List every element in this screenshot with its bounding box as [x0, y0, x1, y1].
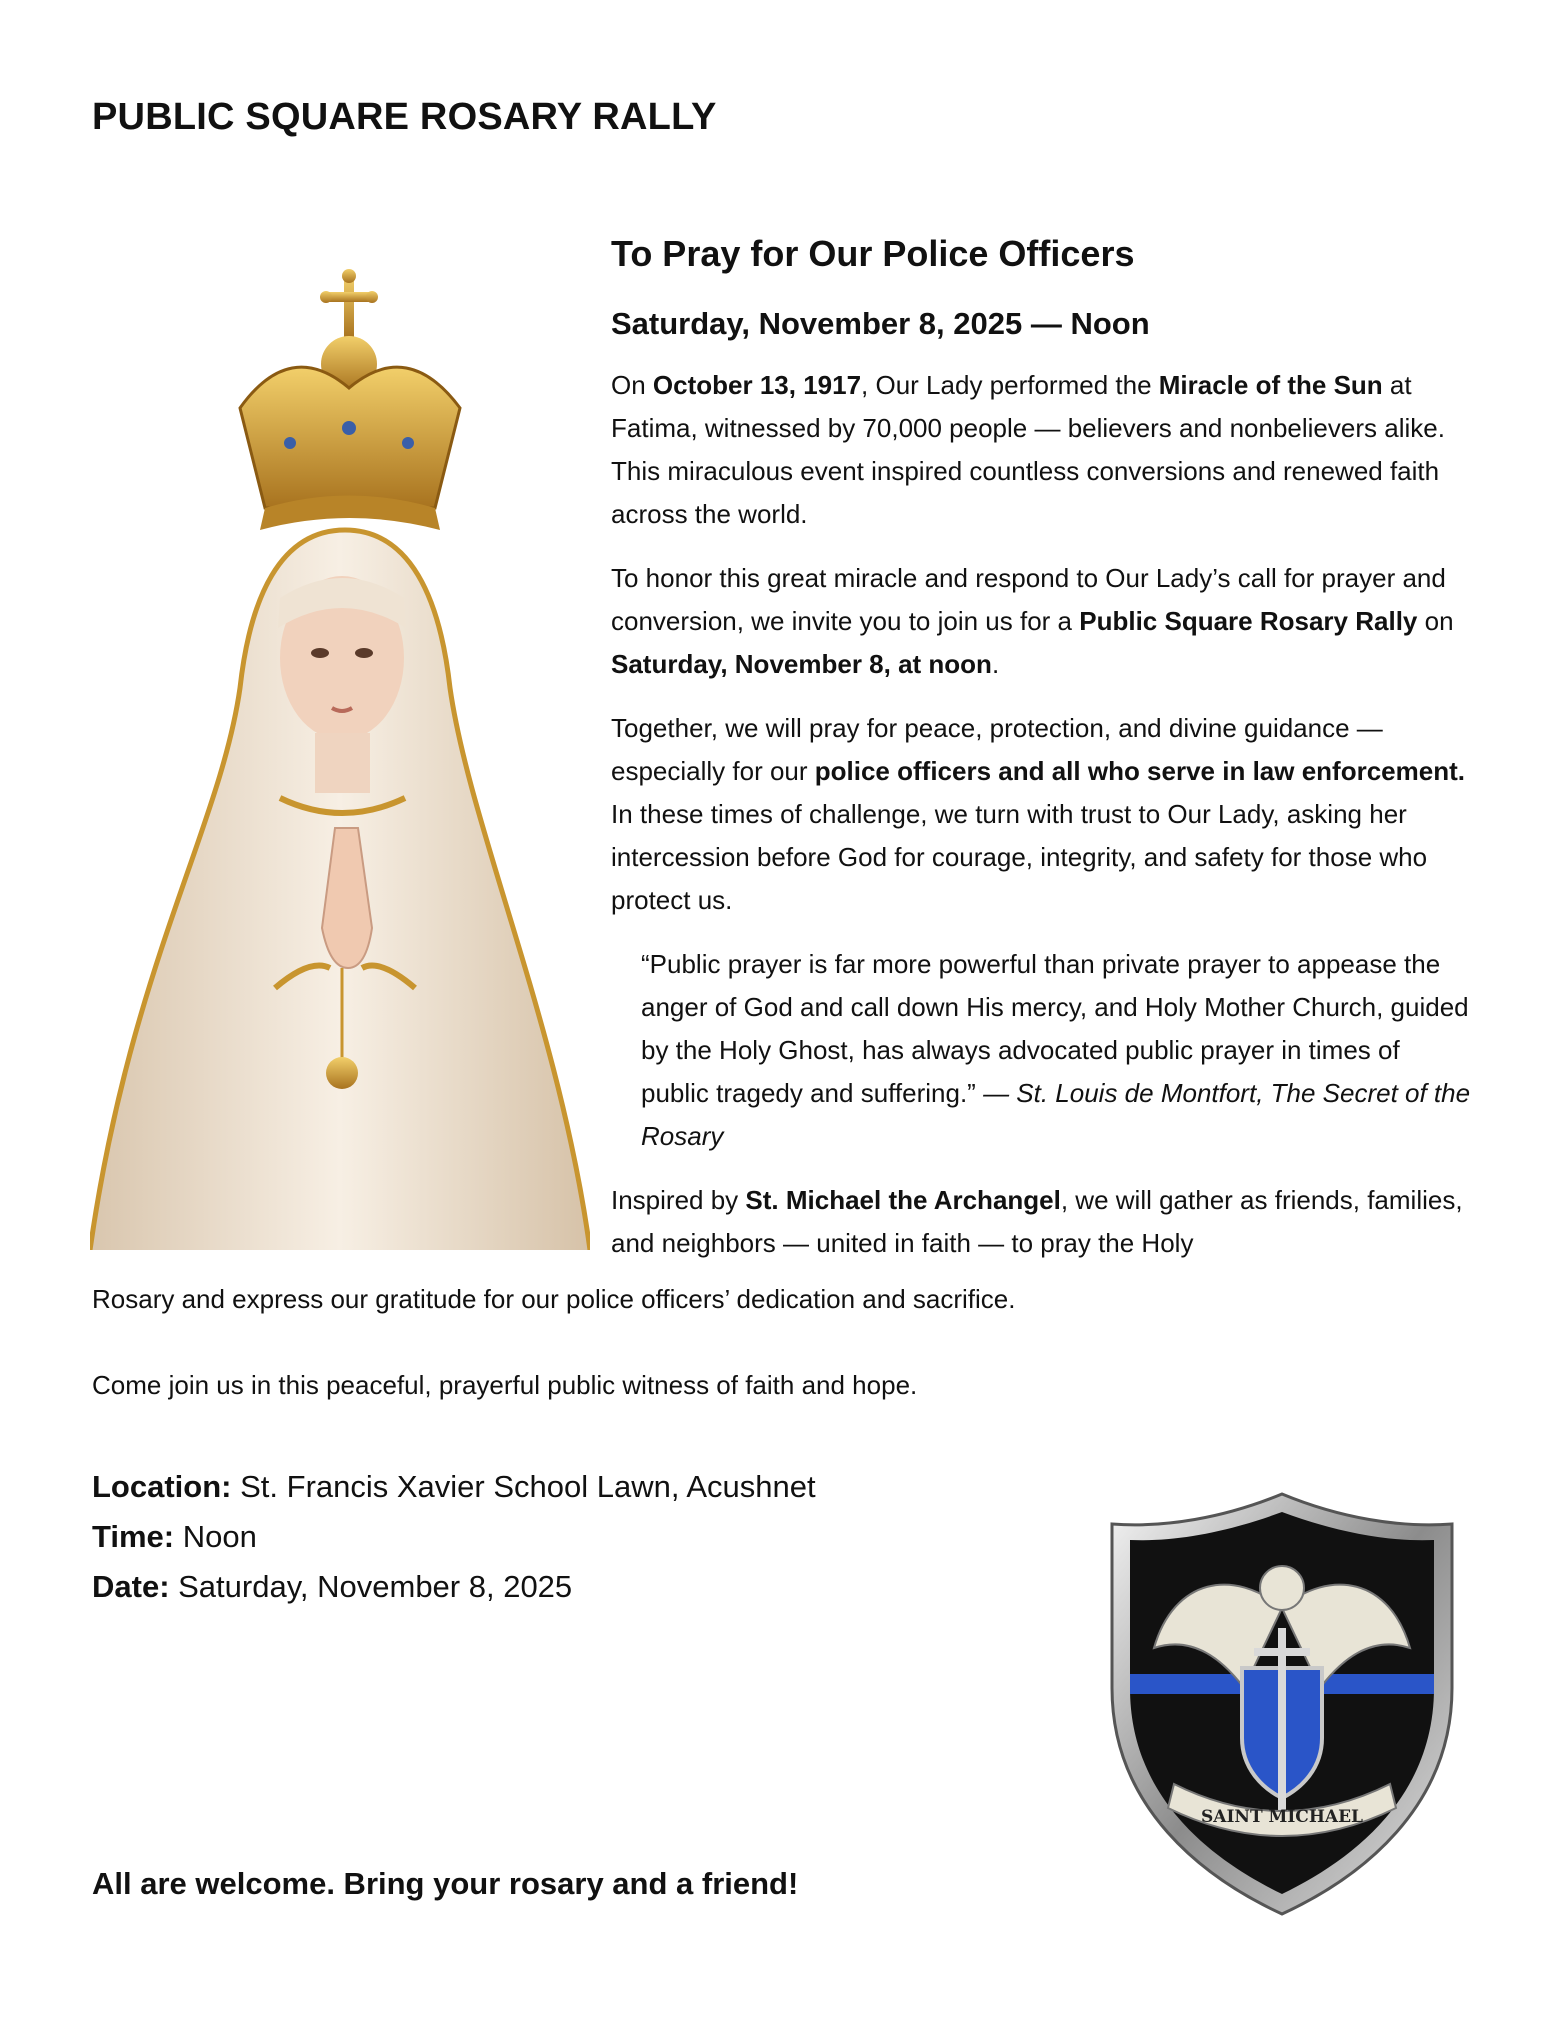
gathering-paragraph: Inspired by St. Michael the Archangel, we will gather as friends, families, and neighbors — united in faith — to pray the Holy — [611, 1185, 1463, 1258]
invitation-paragraph: To honor this great miracle and respond to Our Lady’s call for prayer and conversion, we invite you to join us for a Public Square Rosary Rally on Saturday, November 8, at noon. — [611, 563, 1454, 679]
event-details — [92, 1462, 816, 1612]
our-lady-of-fatima-statue — [90, 268, 590, 1250]
emblem-banner-text: SAINT MICHAEL — [1201, 1807, 1363, 1827]
main-column — [611, 230, 1471, 1286]
page-title: PUBLIC SQUARE ROSARY RALLY — [92, 96, 717, 138]
time-line: Time: Noon — [92, 1519, 257, 1554]
date-line: Date: Saturday, November 8, 2025 — [92, 1569, 573, 1604]
purpose-paragraph: Together, we will pray for peace, protection, and divine guidance — especially for our police officers and all who serve in law enforcement. In these times of challenge, we turn with trust to Our Lady, asking her intercession before God for courage, integrity, and safety for those who protect us. — [611, 713, 1465, 915]
location-line: Location: St. Francis Xavier School Lawn, Acushnet — [92, 1469, 816, 1504]
saint-michael-shield-emblem — [1104, 1488, 1460, 1920]
section-heading: To Pray for Our Police Officers — [611, 233, 1135, 274]
montfort-quote: “Public prayer is far more powerful than private prayer to appease the anger of God and call down His mercy, and Holy Mother Church, guided by the Holy Ghost, has always advocated public prayer in times of public tragedy and suffering.” — St. Louis de Montfort, The Secret of the Rosary — [641, 949, 1471, 1151]
gathering-paragraph-continued: Rosary and express our gratitude for our police officers’ dedication and sacrifice. — [92, 1284, 1016, 1314]
closing-line: All are welcome. Bring your rosary and a friend! — [92, 1866, 799, 1901]
join-invitation: Come join us in this peaceful, prayerful public witness of faith and hope. — [92, 1370, 918, 1400]
miracle-paragraph: On October 13, 1917, Our Lady performed the Miracle of the Sun at Fatima, witnessed by 70,000 people — believers and nonbelievers alike. This miraculous event inspired countless conversions and renewed faith across the world. — [611, 370, 1445, 529]
event-date-heading: Saturday, November 8, 2025 — Noon — [611, 306, 1150, 341]
